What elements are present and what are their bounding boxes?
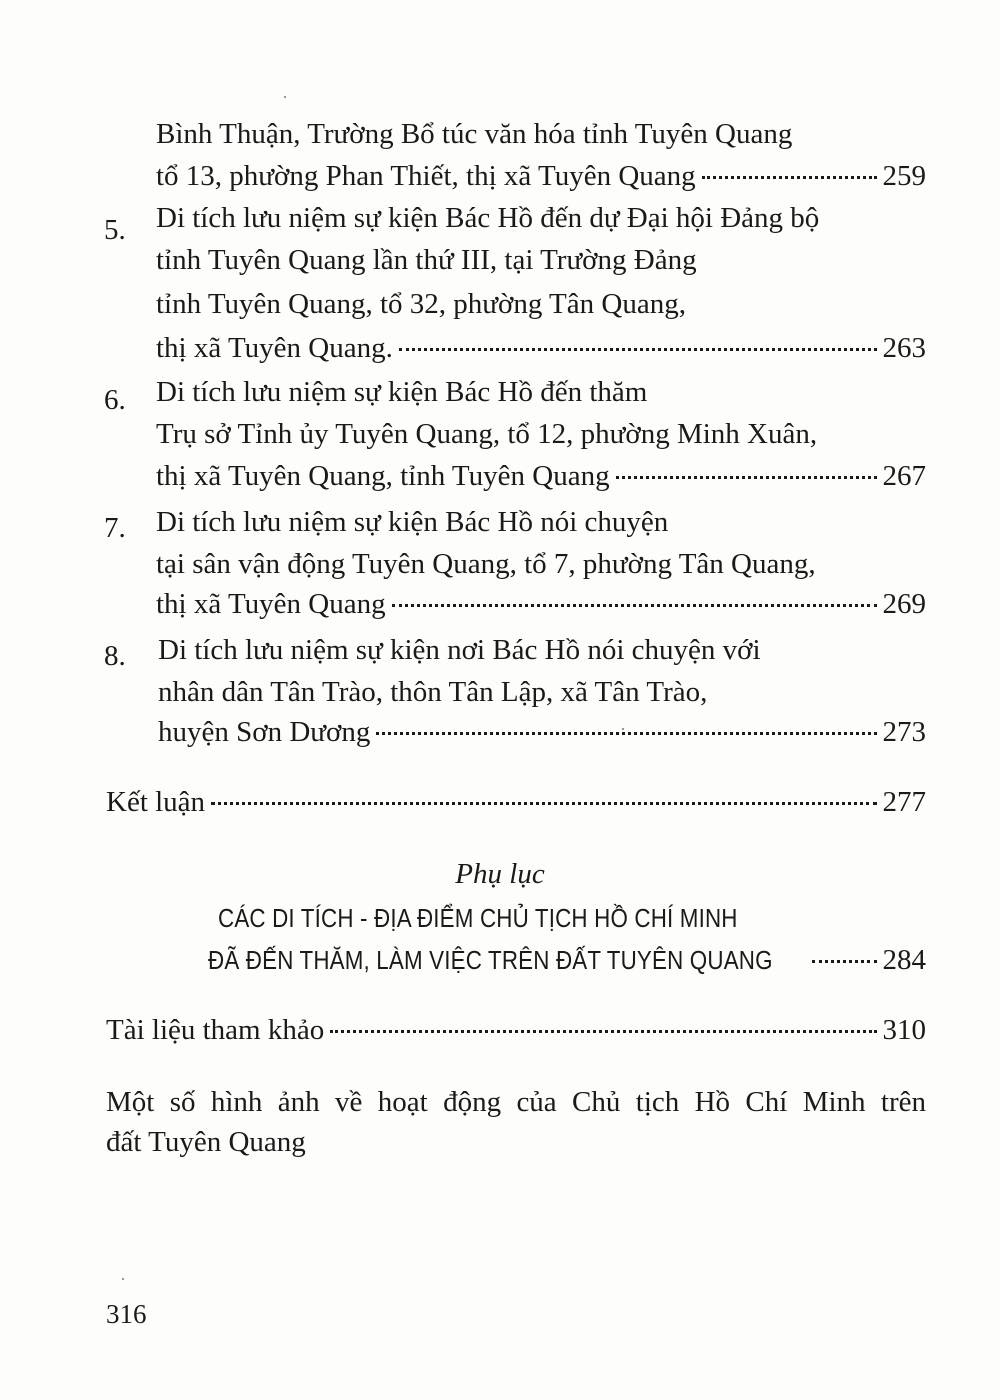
toc-entry-6-line-3: thị xã Tuyên Quang, tỉnh Tuyên Quang	[156, 460, 610, 492]
leader-dots	[376, 732, 876, 735]
toc-entry-8-page: 273	[882, 716, 926, 748]
leader-dots	[399, 348, 877, 351]
toc-photos-line-1: Một số hình ảnh về hoạt động của Chủ tịch Hồ Chí Minh trên	[106, 1086, 926, 1118]
toc-references-page: 310	[882, 1014, 926, 1046]
toc-entry-6-last-line	[156, 458, 926, 494]
leader-dots	[211, 802, 876, 805]
toc-entry-6-line-2: Trụ sở Tỉnh ủy Tuyên Quang, tổ 12, phường Minh Xuân,	[156, 418, 818, 450]
toc-conclusion-label: Kết luận	[106, 786, 206, 818]
scan-speck	[122, 1278, 124, 1280]
toc-entry-4-line-2: tổ 13, phường Phan Thiết, thị xã Tuyên Quang	[156, 160, 696, 192]
toc-entry-8-line-2: nhân dân Tân Trào, thôn Tân Lập, xã Tân Trào,	[158, 676, 708, 708]
toc-entry-7-line-3: thị xã Tuyên Quang	[156, 588, 386, 620]
toc-photos-line-2: đất Tuyên Quang	[106, 1126, 306, 1158]
appendix-title-line-2: ĐÃ ĐẾN THĂM, LÀM VIỆC TRÊN ĐẤT TUYÊN QUANG	[208, 945, 773, 975]
appendix-heading: Phụ lục	[455, 858, 545, 890]
appendix-page: 284	[882, 944, 926, 976]
leader-dots	[702, 176, 877, 179]
toc-references	[106, 1012, 926, 1048]
toc-references-label: Tài liệu tham khảo	[106, 1014, 325, 1046]
toc-entry-8-line-3: huyện Sơn Dương	[158, 716, 371, 748]
appendix-title-line-1: CÁC DI TÍCH - ĐỊA ĐIỂM CHỦ TỊCH HỒ CHÍ MINH	[218, 903, 738, 933]
toc-entry-4-last-line	[156, 158, 926, 194]
toc-entry-7-page: 269	[882, 588, 926, 620]
toc-entry-5-page: 263	[882, 332, 926, 364]
toc-entry-7-last-line	[156, 586, 926, 622]
page-number: 316	[106, 1299, 147, 1329]
toc-conclusion-page: 277	[882, 786, 926, 818]
toc-entry-4-page: 259	[882, 160, 926, 192]
leader-dots	[812, 960, 877, 963]
toc-entry-5-last-line	[156, 330, 926, 366]
toc-entry-7-line-2: tại sân vận động Tuyên Quang, tổ 7, phường Tân Quang,	[156, 548, 816, 580]
toc-entry-7-line-1: Di tích lưu niệm sự kiện Bác Hồ nói chuyện	[156, 506, 669, 538]
toc-entry-8-line-1: Di tích lưu niệm sự kiện nơi Bác Hồ nói chuyện với	[158, 634, 761, 666]
toc-entry-8-last-line	[158, 714, 926, 750]
toc-entry-5-line-4: thị xã Tuyên Quang.	[156, 332, 393, 364]
appendix-title-last-line	[208, 942, 926, 978]
toc-conclusion	[106, 784, 926, 820]
toc-entry-5-line-2: tỉnh Tuyên Quang lần thứ III, tại Trường Đảng	[156, 244, 697, 276]
toc-entry-5-number: 5.	[104, 214, 126, 246]
toc-entry-8-number: 8.	[104, 640, 126, 672]
toc-entry-7-number: 7.	[104, 512, 126, 544]
leader-dots	[330, 1030, 876, 1033]
scan-speck	[622, 728, 624, 730]
toc-entry-4-line-1: Bình Thuận, Trường Bổ túc văn hóa tỉnh Tuyên Quang	[156, 118, 793, 150]
toc-entry-5-line-3: tỉnh Tuyên Quang, tổ 32, phường Tân Quang,	[156, 288, 686, 320]
toc-entry-6-page: 267	[882, 460, 926, 492]
scan-speck	[284, 96, 286, 98]
toc-entry-5-line-1: Di tích lưu niệm sự kiện Bác Hồ đến dự Đại hội Đảng bộ	[156, 202, 820, 234]
toc-entry-6-line-1: Di tích lưu niệm sự kiện Bác Hồ đến thăm	[156, 376, 648, 408]
toc-entry-6-number: 6.	[104, 384, 126, 416]
leader-dots	[392, 604, 877, 607]
leader-dots	[616, 476, 877, 479]
